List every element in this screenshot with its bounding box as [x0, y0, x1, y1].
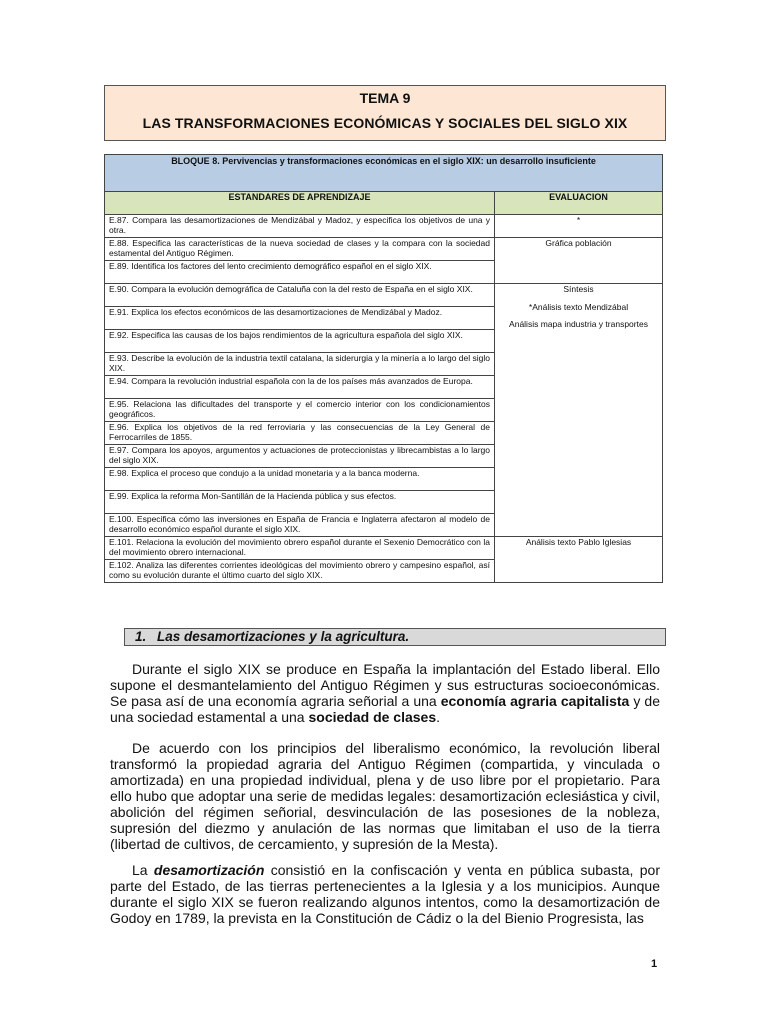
body-paragraph-2: De acuerdo con los principios del liberalismo económico, la revolución liberal transformó la propiedad agraria del Antiguo Régimen (compartida, y vinculada o amortizada) en una propiedad individual, plena y de uso libre por el propietario. Para ello hubo que adoptar una serie de medidas legales: desamortización eclesiástica y civil, abolición del régimen señorial, desvinculación de las posesiones de la nobleza, supresión del diezmo y anulación de las normas que limitaban el uso de la tierra (libertad de cultivos, de cercamiento, y supresión de la Mesta).	[110, 740, 660, 852]
p3-text-2: consistió en la confiscación y venta en pública subasta, por parte del Estado, de las tierras pertenecientes a la Iglesia y a los municipios. Aunque durante el siglo XIX se fueron realizando algunos intentos, como la desamortización de Godoy en 1789, la prevista en la Constitución de Cádiz o la del Bienio Progresista, las	[110, 862, 660, 926]
standard-e101: E.101. Relaciona la evolución del movimiento obrero español durante el Sexenio Democrático con la del movimiento obrero internacional.	[105, 537, 495, 560]
standard-e100: E.100. Especifica cómo las inversiones en España de Francia e Inglaterra afectaron al modelo de desarrollo económico español durante el siglo XIX.	[105, 514, 495, 537]
standards-table	[104, 154, 663, 583]
standard-e94: E.94. Compara la revolución industrial española con la de los países más avanzados de Europa.	[105, 376, 495, 399]
table-header-row	[105, 192, 663, 215]
bloque-row	[105, 155, 663, 192]
standard-e91: E.91. Explica los efectos económicos de las desamortizaciones de Mendizábal y Madoz.	[105, 307, 495, 330]
page-number: 1	[651, 958, 658, 970]
eval-texto-mendizabal: *Análisis texto Mendizábal	[528, 301, 629, 312]
section-title: Las desamortizaciones y la agricultura.	[157, 629, 410, 644]
eval-cell-e88-e89: Gráfica población	[495, 238, 663, 284]
p1-bold-sociedad: sociedad de clases	[308, 709, 437, 725]
table-row	[105, 238, 663, 261]
standard-e102: E.102. Analiza las diferentes corrientes ideológicas del movimiento obrero y campesino español, así como su evolución durante el último cuarto del siglo XIX.	[105, 560, 495, 583]
standard-e97: E.97. Compara los apoyos, argumentos y actuaciones de proteccionistas y librecambistas a lo largo del siglo XIX.	[105, 445, 495, 468]
body-paragraph-3	[110, 862, 660, 926]
eval-cell-e101-e102: Análisis texto Pablo Iglesias	[495, 537, 663, 583]
eval-sintesis: Síntesis	[563, 284, 594, 294]
bloque-title: BLOQUE 8. Pervivencias y transformaciones económicas en el siglo XIX: un desarrollo insuficiente	[105, 155, 663, 192]
standard-e96: E.96. Explica los objetivos de la red ferroviaria y las consecuencias de la Ley General de Ferrocarriles de 1855.	[105, 422, 495, 445]
eval-cell-e87: *	[495, 215, 663, 238]
table-row	[105, 537, 663, 560]
standard-e89: E.89. Identifica los factores del lento crecimiento demográfico español en el siglo XIX.	[105, 261, 495, 284]
standard-e87: E.87. Compara las desamortizaciones de Mendizábal y Madoz, y especifica los objetivos de una y otra.	[105, 215, 495, 238]
standard-e93: E.93. Describe la evolución de la industria textil catalana, la siderurgia y la minería a lo largo del siglo XIX.	[105, 353, 495, 376]
table-row	[105, 215, 663, 238]
standard-e88: E.88. Especifica las características de la nueva sociedad de clases y la compara con la sociedad estamental del Antiguo Régimen.	[105, 238, 495, 261]
document-title-box	[104, 85, 666, 141]
eval-mapa-industria: Análisis mapa industria y transportes	[509, 319, 648, 330]
p1-text: Durante el siglo XIX se produce en España la implantación del Estado liberal. Ello supone el desmantelamiento del Antiguo Régimen y sus estructuras socioeconómicas. Se pasa así de una economía agraria señorial a una	[110, 661, 660, 709]
p1-text-3: .	[436, 709, 441, 725]
p1-text-2: y de una sociedad estamental a una	[110, 693, 660, 725]
p1-bold-economia: economía agraria capitalista	[440, 693, 630, 709]
tema-label: TEMA 9	[359, 90, 411, 106]
standards-column-header: ESTANDARES DE APRENDIZAJE	[105, 192, 495, 215]
section-number: 1.	[135, 629, 147, 644]
standard-e98: E.98. Explica el proceso que condujo a la unidad monetaria y a la banca moderna.	[105, 468, 495, 491]
standard-e92: E.92. Especifica las causas de los bajos rendimientos de la agricultura española del siglo XIX.	[105, 330, 495, 353]
body-paragraph-1	[110, 661, 660, 725]
standard-e99: E.99. Explica la reforma Mon-Santillán de la Hacienda pública y sus efectos.	[105, 491, 495, 514]
standard-e90: E.90. Compara la evolución demográfica de Cataluña con la del resto de España en el siglo XIX.	[105, 284, 495, 307]
section-heading	[124, 628, 666, 646]
p3-bold-desamortizacion: desamortización	[153, 862, 265, 878]
table-row	[105, 284, 663, 307]
evaluation-column-header: EVALUACION	[495, 192, 663, 215]
eval-cell-e90-e100	[495, 284, 663, 537]
standard-e95: E.95. Relaciona las dificultades del transporte y el comercio interior con los condicionamientos geográficos.	[105, 399, 495, 422]
page-title: LAS TRANSFORMACIONES ECONÓMICAS Y SOCIALES DEL SIGLO XIX	[142, 115, 628, 131]
p3-text: La	[132, 862, 154, 878]
